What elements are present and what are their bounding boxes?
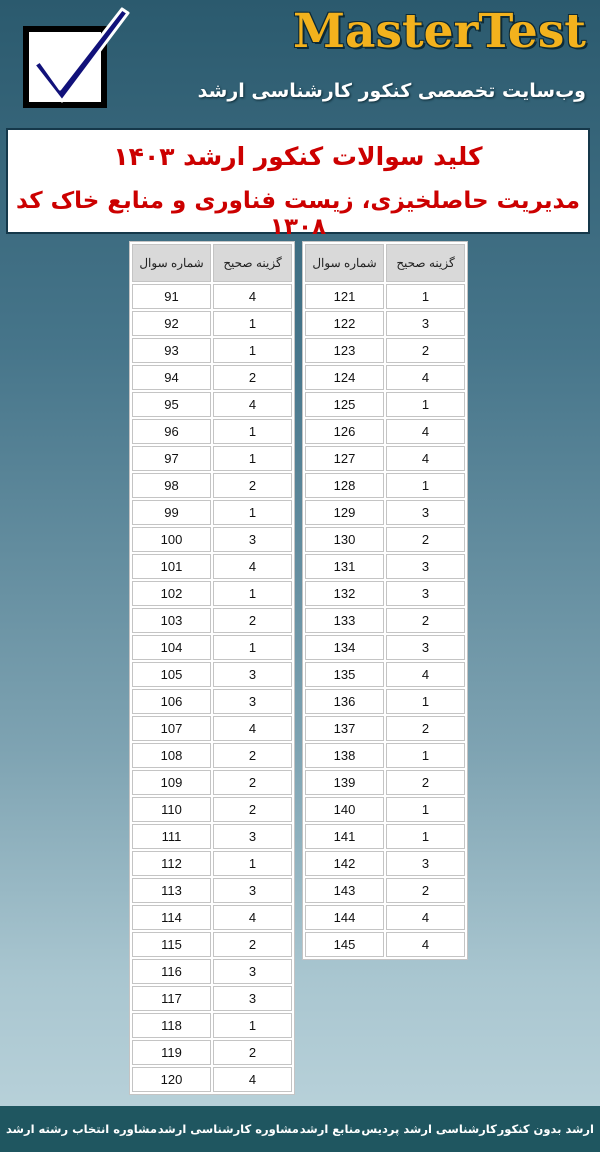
correct-option-cell: 2	[213, 743, 292, 768]
question-number-cell: 121	[305, 284, 384, 309]
table-row	[132, 365, 292, 390]
table-row	[132, 284, 292, 309]
table-row	[305, 338, 465, 363]
table-row	[132, 338, 292, 363]
correct-option-cell: 1	[386, 824, 465, 849]
table-row	[305, 878, 465, 903]
correct-option-cell: 3	[213, 959, 292, 984]
table-row	[305, 932, 465, 957]
question-number-cell: 118	[132, 1013, 211, 1038]
correct-option-cell: 4	[386, 905, 465, 930]
correct-option-cell: 4	[386, 365, 465, 390]
table-row	[305, 608, 465, 633]
brand-name[interactable]: MasterTest	[293, 4, 586, 59]
table-row	[132, 473, 292, 498]
correct-option-cell: 1	[213, 338, 292, 363]
page-title: کلید سوالات کنکور ارشد ۱۴۰۳	[113, 142, 483, 171]
correct-option-cell: 3	[213, 689, 292, 714]
correct-option-cell: 4	[213, 716, 292, 741]
question-number-cell: 106	[132, 689, 211, 714]
answer-table-left	[129, 241, 295, 1095]
correct-option-cell: 1	[213, 500, 292, 525]
correct-option-cell: 2	[386, 338, 465, 363]
table-row	[132, 770, 292, 795]
correct-option-cell: 1	[213, 851, 292, 876]
correct-option-cell: 4	[213, 554, 292, 579]
page-subtitle: مدیریت حاصلخیزی، زیست فناوری و منابع خاک کد ۱۳۰۸	[15, 188, 581, 240]
table-row	[132, 527, 292, 552]
page-title-box	[6, 128, 590, 240]
question-number-cell: 140	[305, 797, 384, 822]
table-row	[305, 662, 465, 687]
question-number-cell: 112	[132, 851, 211, 876]
table-row	[132, 743, 292, 768]
correct-option-cell: 2	[386, 527, 465, 552]
question-number-cell: 115	[132, 932, 211, 957]
correct-option-cell: 1	[386, 284, 465, 309]
table-row	[305, 743, 465, 768]
question-number-cell: 105	[132, 662, 211, 687]
question-number-cell: 132	[305, 581, 384, 606]
question-number-cell: 145	[305, 932, 384, 957]
correct-option-cell: 2	[213, 473, 292, 498]
table-row	[305, 365, 465, 390]
table-row	[305, 770, 465, 795]
table-row	[132, 635, 292, 660]
question-number-cell: 129	[305, 500, 384, 525]
question-number-cell: 133	[305, 608, 384, 633]
table-row	[305, 392, 465, 417]
correct-option-cell: 1	[386, 392, 465, 417]
question-number-cell: 128	[305, 473, 384, 498]
correct-option-cell: 2	[386, 770, 465, 795]
column-header-question-number: شماره سوال	[132, 244, 211, 282]
correct-option-cell: 1	[213, 1013, 292, 1038]
table-row	[305, 851, 465, 876]
question-number-cell: 91	[132, 284, 211, 309]
table-row	[132, 716, 292, 741]
correct-option-cell: 4	[386, 932, 465, 957]
footer-link-arshad-pardis[interactable]: کارشناسی ارشد پردیس	[361, 1122, 497, 1136]
correct-option-cell: 3	[213, 824, 292, 849]
table-header-row	[132, 244, 292, 282]
table-row	[305, 311, 465, 336]
table-row	[132, 932, 292, 957]
question-number-cell: 103	[132, 608, 211, 633]
correct-option-cell: 2	[213, 608, 292, 633]
question-number-cell: 144	[305, 905, 384, 930]
correct-option-cell: 1	[386, 473, 465, 498]
site-header	[0, 0, 600, 122]
correct-option-cell: 3	[213, 986, 292, 1011]
correct-option-cell: 4	[386, 446, 465, 471]
table-row	[132, 419, 292, 444]
correct-option-cell: 3	[386, 635, 465, 660]
correct-option-cell: 3	[213, 527, 292, 552]
table-row	[132, 392, 292, 417]
correct-option-cell: 3	[386, 311, 465, 336]
question-number-cell: 127	[305, 446, 384, 471]
table-row	[132, 1013, 292, 1038]
question-number-cell: 125	[305, 392, 384, 417]
correct-option-cell: 3	[213, 662, 292, 687]
question-number-cell: 96	[132, 419, 211, 444]
correct-option-cell: 2	[386, 608, 465, 633]
table-row	[305, 554, 465, 579]
table-row	[132, 689, 292, 714]
question-number-cell: 122	[305, 311, 384, 336]
correct-option-cell: 2	[213, 770, 292, 795]
table-row	[305, 419, 465, 444]
table-row	[305, 797, 465, 822]
question-number-cell: 124	[305, 365, 384, 390]
table-row	[132, 905, 292, 930]
table-row	[132, 500, 292, 525]
question-number-cell: 136	[305, 689, 384, 714]
question-number-cell: 110	[132, 797, 211, 822]
table-row	[305, 527, 465, 552]
question-number-cell: 116	[132, 959, 211, 984]
table-row	[132, 311, 292, 336]
correct-option-cell: 4	[213, 392, 292, 417]
checkbox-check-icon[interactable]	[18, 3, 130, 111]
table-row	[305, 446, 465, 471]
question-number-cell: 97	[132, 446, 211, 471]
correct-option-cell: 3	[213, 878, 292, 903]
correct-option-cell: 1	[386, 743, 465, 768]
table-row	[132, 824, 292, 849]
footer-link-manabe-arshad[interactable]: منابع ارشد	[299, 1122, 361, 1136]
correct-option-cell: 1	[213, 635, 292, 660]
table-row	[132, 851, 292, 876]
column-header-question-number: شماره سوال	[305, 244, 384, 282]
table-row	[132, 959, 292, 984]
question-number-cell: 120	[132, 1067, 211, 1092]
table-row	[132, 986, 292, 1011]
question-number-cell: 104	[132, 635, 211, 660]
correct-option-cell: 3	[386, 581, 465, 606]
correct-option-cell: 1	[386, 797, 465, 822]
correct-option-cell: 4	[386, 662, 465, 687]
table-row	[132, 446, 292, 471]
question-number-cell: 111	[132, 824, 211, 849]
table-row	[132, 878, 292, 903]
correct-option-cell: 2	[213, 797, 292, 822]
table-header-row	[305, 244, 465, 282]
correct-option-cell: 1	[386, 689, 465, 714]
question-number-cell: 98	[132, 473, 211, 498]
table-row	[132, 581, 292, 606]
table-row	[305, 689, 465, 714]
table-row	[132, 797, 292, 822]
question-number-cell: 134	[305, 635, 384, 660]
correct-option-cell: 4	[386, 419, 465, 444]
column-header-correct-option: گزینه صحیح	[213, 244, 292, 282]
correct-option-cell: 2	[386, 878, 465, 903]
table-row	[305, 500, 465, 525]
table-row	[305, 716, 465, 741]
question-number-cell: 100	[132, 527, 211, 552]
answer-table-right	[302, 241, 468, 960]
table-row	[132, 662, 292, 687]
footer-link-entekhab-reshte[interactable]: مشاوره انتخاب رشته ارشد	[6, 1122, 157, 1136]
question-number-cell: 138	[305, 743, 384, 768]
correct-option-cell: 1	[213, 581, 292, 606]
table-row	[305, 905, 465, 930]
table-row	[132, 1040, 292, 1065]
brand-tagline: وب‌سایت تخصصی کنکور کارشناسی ارشد	[197, 80, 586, 102]
correct-option-cell: 2	[213, 365, 292, 390]
question-number-cell: 139	[305, 770, 384, 795]
question-number-cell: 131	[305, 554, 384, 579]
question-number-cell: 107	[132, 716, 211, 741]
table-row	[305, 473, 465, 498]
correct-option-cell: 1	[213, 311, 292, 336]
correct-option-cell: 4	[213, 905, 292, 930]
question-number-cell: 109	[132, 770, 211, 795]
correct-option-cell: 3	[386, 554, 465, 579]
question-number-cell: 99	[132, 500, 211, 525]
question-number-cell: 101	[132, 554, 211, 579]
question-number-cell: 130	[305, 527, 384, 552]
table-row	[305, 824, 465, 849]
correct-option-cell: 1	[213, 419, 292, 444]
question-number-cell: 102	[132, 581, 211, 606]
table-row	[305, 635, 465, 660]
question-number-cell: 114	[132, 905, 211, 930]
correct-option-cell: 4	[213, 1067, 292, 1092]
question-number-cell: 93	[132, 338, 211, 363]
question-number-cell: 119	[132, 1040, 211, 1065]
question-number-cell: 135	[305, 662, 384, 687]
correct-option-cell: 1	[213, 446, 292, 471]
correct-option-cell: 3	[386, 851, 465, 876]
correct-option-cell: 4	[213, 284, 292, 309]
correct-option-cell: 2	[386, 716, 465, 741]
question-number-cell: 95	[132, 392, 211, 417]
question-number-cell: 94	[132, 365, 211, 390]
correct-option-cell: 2	[213, 1040, 292, 1065]
table-row	[305, 581, 465, 606]
question-number-cell: 117	[132, 986, 211, 1011]
footer-nav	[0, 1106, 600, 1152]
question-number-cell: 126	[305, 419, 384, 444]
question-number-cell: 141	[305, 824, 384, 849]
footer-link-arshad-bedun-konkur[interactable]: ارشد بدون کنکور	[497, 1122, 594, 1136]
correct-option-cell: 3	[386, 500, 465, 525]
footer-link-moshavere-arshad[interactable]: مشاوره کارشناسی ارشد	[157, 1122, 299, 1136]
question-number-cell: 143	[305, 878, 384, 903]
table-row	[132, 554, 292, 579]
question-number-cell: 137	[305, 716, 384, 741]
column-header-correct-option: گزینه صحیح	[386, 244, 465, 282]
correct-option-cell: 2	[213, 932, 292, 957]
table-row	[132, 1067, 292, 1092]
question-number-cell: 142	[305, 851, 384, 876]
question-number-cell: 92	[132, 311, 211, 336]
table-row	[305, 284, 465, 309]
question-number-cell: 108	[132, 743, 211, 768]
table-row	[132, 608, 292, 633]
question-number-cell: 123	[305, 338, 384, 363]
question-number-cell: 113	[132, 878, 211, 903]
